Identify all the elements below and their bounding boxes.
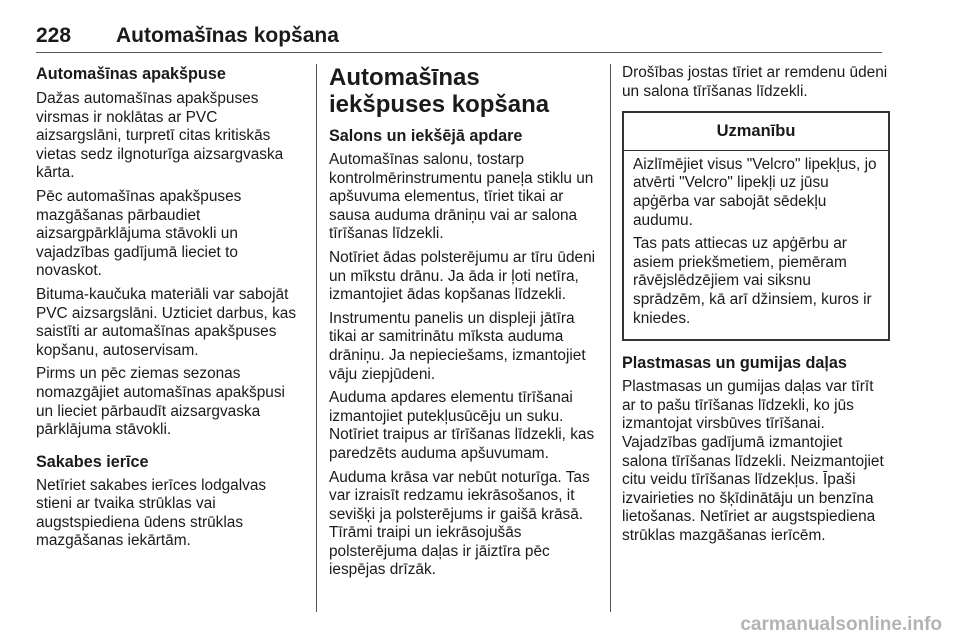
- paragraph: Pēc automašīnas apakšpuses mazgāšanas pārbaudiet aizsargpārklājuma stāvokli un vajadzības gadījumā lieciet to novaskot.: [36, 187, 242, 280]
- paragraph: Pirms un pēc ziemas sezonas nomazgājiet automašīnas apakšpusi un lieciet pārbaudīt aizsargvaska pārklājuma stāvokli.: [36, 365, 285, 439]
- caution-box: [622, 111, 890, 341]
- column-divider-1: [316, 64, 317, 612]
- watermark: carmanualsonline.info: [740, 614, 942, 635]
- main-section-title: Automašīnas iekšpuses kopšana: [329, 64, 550, 118]
- section-heading-towbar: Sakabes ierīce: [36, 452, 149, 471]
- caution-body: [624, 151, 888, 339]
- column-1: [36, 64, 304, 556]
- paragraph: Drošības jostas tīriet ar remdenu ūdeni un salona tīrīšanas līdzekli.: [622, 64, 888, 100]
- section-heading-plastic-rubber: Plastmasas un gumijas daļas: [622, 354, 847, 373]
- paragraph: Dažas automašīnas apakšpuses virsmas ir noklātas ar PVC aizsargslāni, turpretī citas kritiskās vietas sedz ilgnoturīga aizsargvaska kārta.: [36, 90, 284, 182]
- paragraph: Plastmasas un gumijas daļas var tīrīt ar to pašu tīrīšanas līdzekli, ko jūs izmantojat virsbūves tīrīšanai. Vajadzības gadījumā izmantojiet salona tīrīšanas līdzekli. Neizmantojiet citu veidu tīrīšanas līdzekļus. Īpaši izvairieties no šķīdinātāju un benzīna lietošanas. Netīriet ar augstspiediena strūklas mazgāšanas ierīcēm.: [622, 378, 884, 544]
- section-heading-underbody: Automašīnas apakšpuse: [36, 65, 226, 83]
- column-divider-2: [610, 64, 611, 612]
- page-number: 228: [36, 24, 72, 47]
- paragraph: Bituma-kaučuka materiāli var sabojāt PVC aizsargslāni. Uzticiet darbus, kas saistīti ar automašīnas apakšpuses kopšanu, autoservisam.: [36, 285, 297, 359]
- caution-paragraph: Aizlīmējiet visus "Velcro" lipekļus, jo atvērti "Velcro" lipekļi uz jūsu apģērba var sabojāt sēdekļu audumu.: [633, 155, 877, 229]
- paragraph: Instrumentu panelis un displeji jātīra tikai ar samitrinātu mīksta auduma drāniņu. Ja nepieciešams, izmantojiet vāju ziepjūdeni.: [329, 309, 586, 383]
- paragraph: Netīriet sakabes ierīces lodgalvas stieni ar tvaika strūklas vai augstspiediena ūdens strūklas mazgāšanas iekārtām.: [36, 476, 267, 550]
- column-3: [622, 64, 890, 550]
- paragraph: Notīriet ādas polsterējumu ar tīru ūdeni un mīkstu drānu. Ja āda ir ļoti netīra, izmantojiet ādas kopšanas līdzekli.: [329, 248, 596, 304]
- paragraph: Auduma krāsa var nebūt noturīga. Tas var izraisīt redzamu iekrāsošanos, it sevišķi ja polsterējums ir gaišā krāsā. Tīrāmi traipi un iekrāsojušās polsterējuma daļas ir jāiztīra pēc iespējas drīzāk.: [329, 468, 590, 579]
- caution-paragraph: Tas pats attiecas uz apģērbu ar asiem priekšmetiem, piemēram rāvējslēdzējiem vai siksnu sprādzēm, kā arī džinsiem, kuros ir kniedes.: [633, 235, 872, 327]
- paragraph: Auduma apdares elementu tīrīšanai izmantojiet putekļusūcēju un suku. Notīriet traipus ar tīrīšanas līdzekli, kas paredzēts auduma apšuvumam.: [329, 389, 595, 462]
- caution-title: Uzmanību: [624, 113, 888, 151]
- paragraph: Automašīnas salonu, tostarp kontrolmērinstrumentu paneļa stiklu un apšuvuma elementus, tīriet tikai ar sausa auduma drāniņu vai ar salona tīrīšanas līdzekli.: [329, 151, 594, 243]
- chapter-title: Automašīnas kopšana: [116, 24, 339, 47]
- column-2: [329, 64, 601, 585]
- subsection-heading-interior: Salons un iekšējā apdare: [329, 127, 523, 145]
- page-header: [36, 22, 882, 53]
